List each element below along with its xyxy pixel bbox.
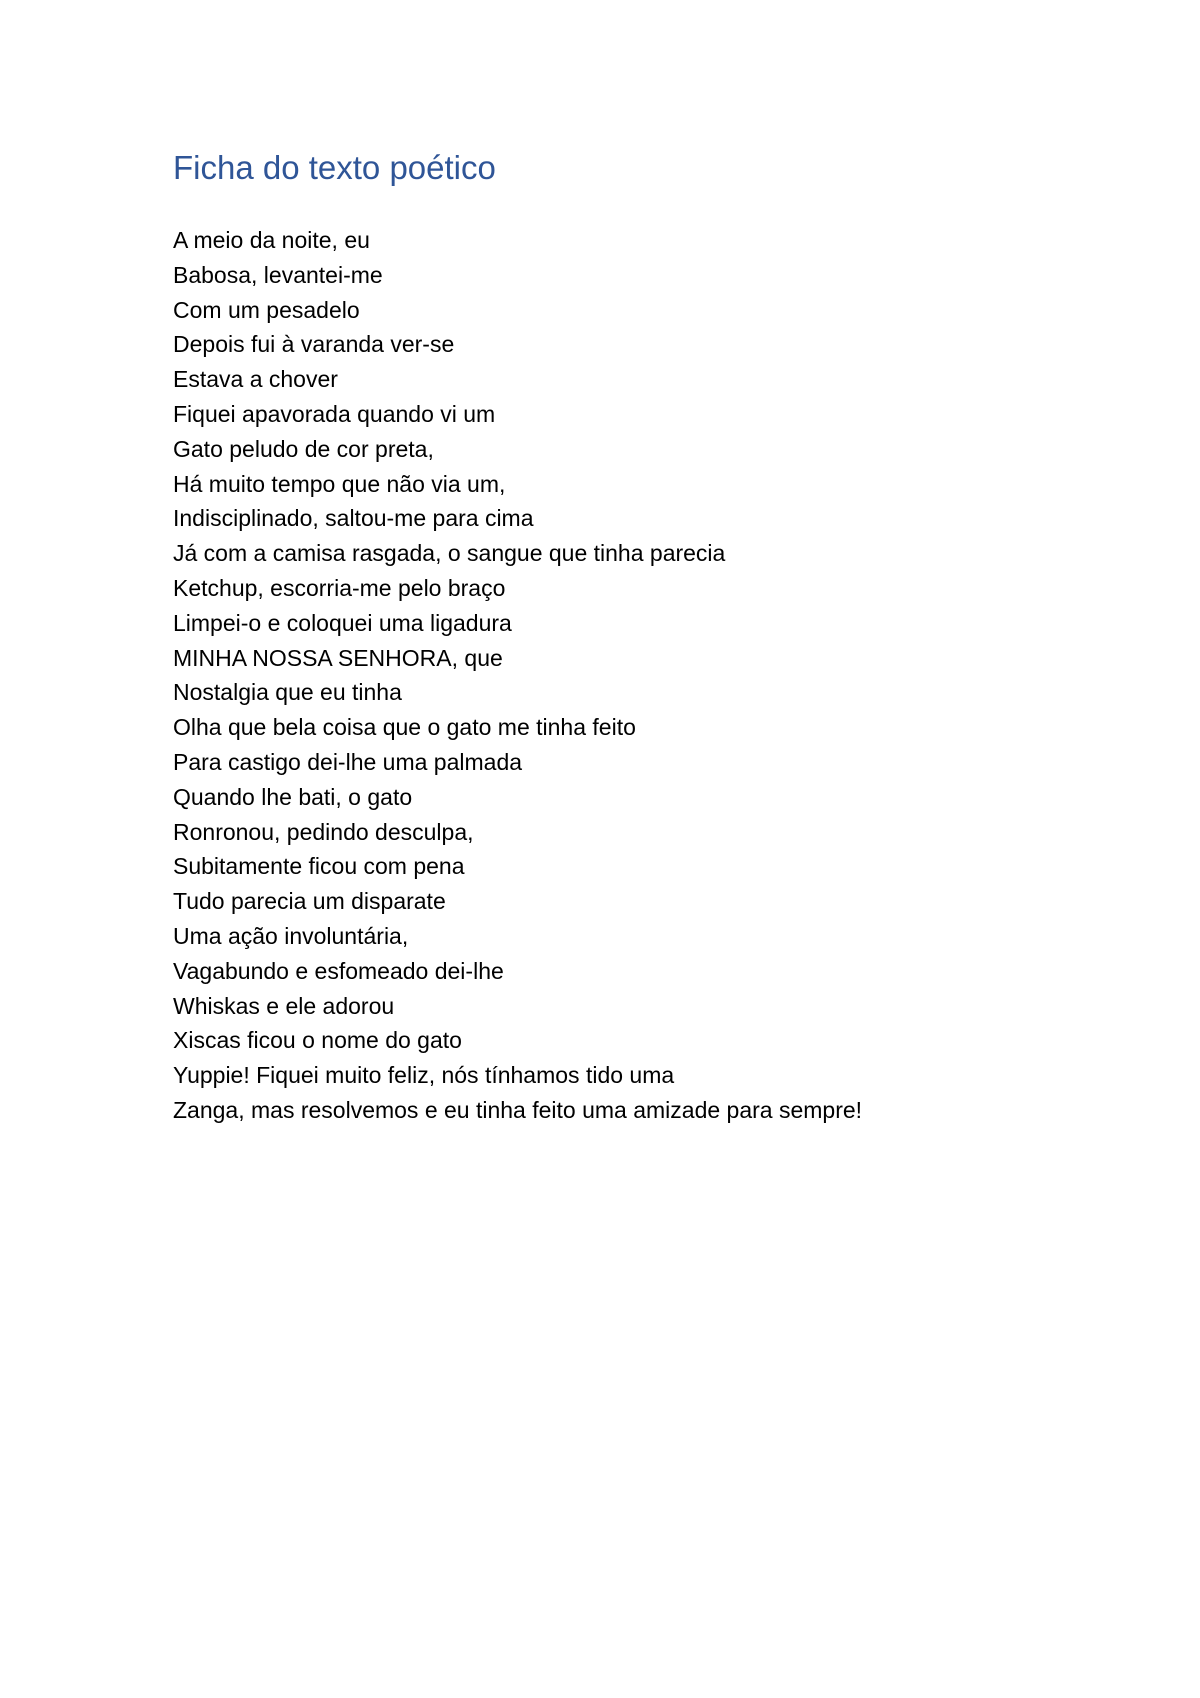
poem-line: Subitamente ficou com pena <box>173 853 465 880</box>
poem-line: Para castigo dei-lhe uma palmada <box>173 748 523 775</box>
poem-line: Babosa, levantei-me <box>173 261 383 288</box>
poem-line: Já com a camisa rasgada, o sangue que tinha parecia <box>173 540 726 567</box>
poem-line: Yuppie! Fiquei muito feliz, nós tínhamos tido uma <box>173 1062 675 1089</box>
poem-line: Estava a chover <box>173 366 338 393</box>
poem-line: A meio da noite, eu <box>173 227 370 253</box>
poem-line: Quando lhe bati, o gato <box>173 783 413 810</box>
poem-line: Há muito tempo que não via um, <box>173 470 506 497</box>
poem-line: Olha que bela coisa que o gato me tinha feito <box>173 714 636 741</box>
poem-line: Whiskas e ele adorou <box>173 992 395 1019</box>
poem-line: Xiscas ficou o nome do gato <box>173 1027 462 1054</box>
poem-line: Tudo parecia um disparate <box>173 888 446 915</box>
poem-line: Uma ação involuntária, <box>173 922 409 949</box>
poem-line: MINHA NOSSA SENHORA, que <box>173 644 503 671</box>
poem-line: Fiquei apavorada quando vi um <box>173 400 496 427</box>
poem-line: Ketchup, escorria-me pelo braço <box>173 574 506 601</box>
poem-line: Nostalgia que eu tinha <box>173 679 402 706</box>
poem-line: Limpei-o e coloquei uma ligadura <box>173 609 512 636</box>
poem-line: Ronronou, pedindo desculpa, <box>173 818 474 845</box>
poem-line: Com um pesadelo <box>173 296 360 323</box>
document-title: Ficha do texto poético <box>173 149 496 186</box>
poem-line: Indisciplinado, saltou-me para cima <box>173 505 534 532</box>
poem-line: Gato peludo de cor preta, <box>173 435 434 462</box>
poem-line: Vagabundo e esfomeado dei-lhe <box>173 957 504 984</box>
poem-line: Zanga, mas resolvemos e eu tinha feito uma amizade para sempre! <box>173 1096 863 1123</box>
poem-line: Depois fui à varanda ver-se <box>173 331 455 358</box>
poem-text <box>173 223 862 1128</box>
